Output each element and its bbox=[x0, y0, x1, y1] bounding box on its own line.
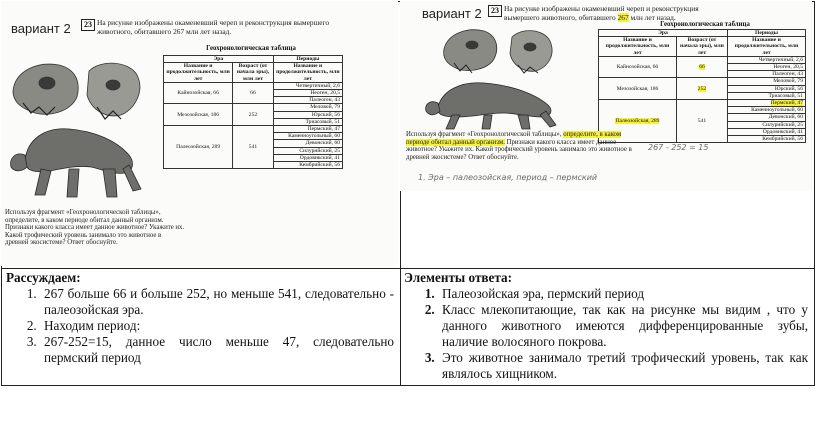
fossil-skull-side bbox=[13, 64, 78, 115]
period-name: Кембрийский, 56 bbox=[728, 136, 806, 143]
era-name: Мезозойская, 186 bbox=[599, 78, 677, 100]
period-name: Триасовый, 51 bbox=[273, 118, 342, 125]
handwritten-note: 1. Эра – палеозойская, период – пермский bbox=[418, 173, 598, 182]
periods-header: Периоды bbox=[728, 30, 806, 37]
question-text: На рисунке изображены окаменевший череп и реконструкция вымершего животного, обитавшего 267 млн лет назад. bbox=[97, 18, 330, 36]
period-name: Неоген, 20,5 bbox=[728, 64, 806, 71]
fossil-skull-front bbox=[87, 63, 140, 119]
periods-header: Периоды bbox=[273, 56, 342, 63]
geochronological-table bbox=[163, 55, 343, 169]
era-name: Палеозойская, 289 bbox=[599, 100, 677, 143]
period-name: Силурийский, 25 bbox=[273, 147, 342, 154]
highlight-instruction: определите, в каком периоде обитал данный организм. bbox=[406, 131, 622, 146]
question-text: На рисунке изображены окаменевший череп и реконструкция вымершего животного, обитавшего 267 млн лет назад. bbox=[504, 4, 699, 22]
period-name: Четвертичный, 2,6 bbox=[273, 82, 342, 89]
period-name: Пермский, 47 bbox=[273, 126, 342, 133]
period-name: Юрский, 56 bbox=[273, 111, 342, 118]
answer-heading: Элементы ответа: bbox=[404, 270, 513, 285]
period-name: Кембрийский, 56 bbox=[273, 162, 342, 169]
variant-label: вариант 2 bbox=[11, 21, 71, 36]
period-name: Меловой, 79 bbox=[273, 104, 342, 111]
period-name: Каменноугольный, 60 bbox=[728, 107, 806, 114]
period-name: Пермский, 47 bbox=[728, 100, 806, 107]
table-title: Геохронологическая таблица bbox=[660, 21, 750, 28]
period-name: Неоген, 20,5 bbox=[273, 90, 342, 97]
era-header: Эра bbox=[599, 30, 728, 37]
col-period-name: Название и продолжительность, млн лет bbox=[273, 63, 342, 83]
answer-list bbox=[404, 286, 808, 382]
col-age: Возраст (от начала эры), млн лет bbox=[676, 37, 727, 57]
right-table-body bbox=[599, 56, 806, 142]
table-title: Геохронологическая таблица bbox=[206, 45, 296, 52]
list-item: 1. 267 больше 66 и больше 252, но меньше 541, следовательно - палеозойская эра. bbox=[40, 286, 394, 318]
col-period-name: Название и продолжительность, млн лет bbox=[728, 37, 806, 57]
era-age: 66 bbox=[233, 82, 273, 104]
question-number: 23 bbox=[488, 5, 502, 17]
col-age: Возраст (от начала эры), млн лет bbox=[233, 63, 273, 83]
reasoning-list bbox=[6, 286, 394, 366]
right-scan bbox=[400, 1, 812, 191]
reasoning-heading: Рассуждаем: bbox=[6, 270, 81, 285]
period-name: Каменноугольный, 60 bbox=[273, 133, 342, 140]
era-name: Палеозойская, 289 bbox=[164, 126, 233, 169]
col-era-name: Название и продолжительность, млн лет bbox=[164, 63, 233, 83]
geochronological-table-annotated bbox=[598, 29, 806, 143]
animal-reconstruction bbox=[11, 129, 141, 197]
highlight-age: 267 bbox=[617, 12, 629, 22]
era-age: 541 bbox=[676, 100, 727, 143]
era-age: 66 bbox=[676, 56, 727, 78]
row-divider bbox=[2, 268, 814, 269]
era-name: Кайнозойская, 66 bbox=[164, 82, 233, 104]
handwritten-calculation: 267 - 252 = 15 bbox=[648, 143, 709, 152]
period-name: Юрский, 56 bbox=[728, 85, 806, 92]
era-age: 541 bbox=[233, 126, 273, 169]
period-name: Силурийский, 25 bbox=[728, 121, 806, 128]
reasoning-panel bbox=[6, 270, 394, 366]
question-number: 23 bbox=[81, 19, 95, 31]
fossil-skull-front bbox=[510, 31, 552, 73]
period-name: Меловой, 79 bbox=[728, 78, 806, 85]
instructions-text: Используя фрагмент «Геохронологической таблицы», определите, в каком периоде обитал данный организм. Признаки какого класса имеет данное животное? Укажите их. Какой трофический уровень занимало это животное в древней экосистеме? Ответ обоснуйте. bbox=[406, 131, 632, 161]
left-scan bbox=[1, 1, 398, 266]
left-table-body bbox=[164, 82, 343, 168]
list-item: 3. Это животное занимало третий трофический уровень, так как являлось хищником. bbox=[438, 350, 808, 382]
col-era-name: Название и продолжительность, млн лет bbox=[599, 37, 677, 57]
period-name: Триасовый, 51 bbox=[728, 92, 806, 99]
list-item: 2. Класс млекопитающие, так как на рисунке мы видим , что у данного животного имеются дифференцированные зубы, наличие волосяного покрова. bbox=[438, 302, 808, 350]
animal-reconstruction bbox=[426, 83, 556, 129]
era-age: 252 bbox=[676, 78, 727, 100]
list-item: 2. Находим период: bbox=[40, 318, 394, 334]
period-name: Ордовикский, 41 bbox=[728, 128, 806, 135]
era-age: 252 bbox=[233, 104, 273, 126]
list-item: 1. Палеозойская эра, пермский период bbox=[438, 286, 808, 302]
period-name: Палеоген, 43 bbox=[273, 97, 342, 104]
period-name: Четвертичный, 2,6 bbox=[728, 56, 806, 63]
era-name: Кайнозойская, 66 bbox=[599, 56, 677, 78]
fossil-illustration bbox=[408, 19, 598, 131]
fossil-skull-side bbox=[444, 30, 497, 73]
era-name: Мезозойская, 186 bbox=[164, 104, 233, 126]
variant-label: вариант 2 bbox=[422, 6, 482, 21]
era-header: Эра bbox=[164, 56, 274, 63]
period-name: Палеоген, 43 bbox=[728, 71, 806, 78]
period-name: Девонский, 60 bbox=[273, 140, 342, 147]
list-item: 3. 267-252=15, данное число меньше 47, следовательно пермский период bbox=[40, 334, 394, 366]
fossil-illustration bbox=[5, 51, 155, 201]
period-name: Ордовикский, 41 bbox=[273, 154, 342, 161]
period-name: Девонский, 60 bbox=[728, 114, 806, 121]
instructions-text: Используя фрагмент «Геохронологической таблицы», определите, в каком периоде обитал данный организм. Признаки какого класса имеет данное животное? Укажите их. Какой трофический уровень занимало это животное в древней экосистеме? Ответ обоснуйте. bbox=[5, 209, 185, 247]
answer-panel bbox=[404, 270, 808, 382]
